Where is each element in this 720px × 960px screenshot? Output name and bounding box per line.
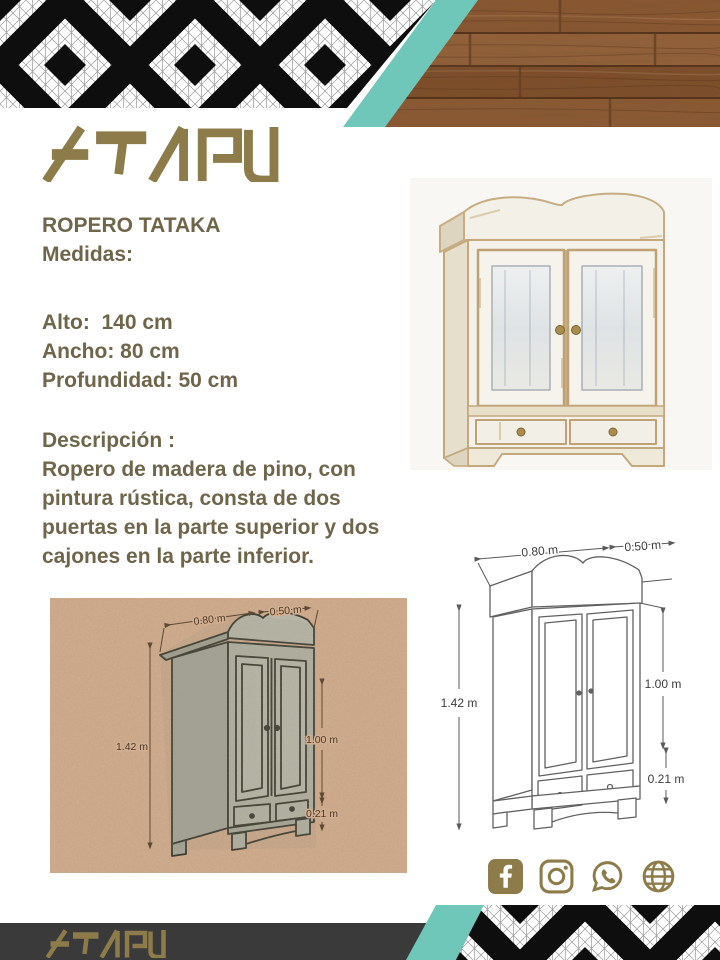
- description-line: puertas en la parte superior y dos: [42, 516, 380, 539]
- sketch-dim-height: 1.42 m: [115, 741, 149, 753]
- facebook-icon[interactable]: [487, 858, 524, 895]
- size-line-depth: Profundidad: 50 cm: [42, 369, 239, 392]
- line-dim-height: 1.42 m: [440, 696, 478, 710]
- header-art: [0, 0, 720, 130]
- size-line-width: Ancho: 80 cm: [42, 340, 180, 363]
- line-diagram-panel: [435, 538, 715, 840]
- footer-brand-logo: [42, 929, 168, 958]
- wardrobe-photo-illustration: [410, 178, 712, 470]
- photo-feet: [468, 448, 664, 466]
- line-crown: [532, 555, 642, 607]
- photo-mid-rail: [468, 406, 664, 416]
- brand-logo: [36, 125, 282, 182]
- social-icon-row: [487, 858, 677, 895]
- logo-letter-p: [202, 133, 237, 181]
- photo-drawer-knob: [517, 428, 525, 436]
- sketch-dim-door-height: 1.00 m: [305, 734, 339, 746]
- logo-letter-u: [248, 127, 274, 180]
- line-dim-drawer-height: 0.21 m: [647, 772, 685, 786]
- photo-door-right-panel: [582, 266, 642, 390]
- line-dim-width: 0.80 m: [520, 542, 559, 560]
- tribal-pattern-footer: [456, 905, 720, 960]
- photo-door-left-panel: [492, 266, 550, 390]
- photo-door-knob: [556, 326, 565, 335]
- line-foot: [534, 808, 552, 829]
- line-knob: [589, 689, 593, 693]
- measures-heading: Medidas:: [42, 243, 134, 266]
- line-foot: [618, 798, 636, 819]
- instagram-icon[interactable]: [538, 858, 575, 895]
- line-knob: [577, 691, 581, 695]
- description-line: Ropero de madera de pino, con: [42, 458, 356, 481]
- size-line-height: Alto: 140 cm: [42, 311, 173, 334]
- product-info: [42, 211, 422, 571]
- website-globe-icon[interactable]: [640, 858, 677, 895]
- line-dim-depth: 0.50 m: [623, 538, 662, 555]
- photo-drawer-knob: [609, 428, 617, 436]
- photo-body-side: [444, 240, 468, 458]
- whatsapp-icon[interactable]: [589, 858, 626, 895]
- photo-door-knob: [572, 326, 581, 335]
- sketch-dim-depth: 0.50 m: [269, 603, 303, 619]
- line-diagram: [435, 538, 715, 840]
- line-foot-side: [493, 812, 507, 828]
- product-title: ROPERO TATAKA: [42, 214, 221, 237]
- line-dim-door-height: 1.00 m: [644, 677, 682, 691]
- line-body-side: [493, 609, 532, 801]
- description-line: pintura rústica, consta de dos: [42, 487, 341, 510]
- sketch-dim-width: 0.80 m: [192, 612, 227, 628]
- sketch-diagram: [50, 598, 407, 873]
- description-line: cajones en la parte inferior.: [42, 545, 314, 568]
- sketch-dim-drawer-height: 0.21 m: [305, 808, 339, 820]
- logo-letter-t-stem: [119, 144, 123, 174]
- line-door-right: [587, 610, 633, 769]
- product-photo: [410, 178, 712, 470]
- description-heading: Descripción :: [42, 429, 176, 452]
- photo-crown: [464, 194, 664, 240]
- logo-letter-a2: [152, 128, 182, 181]
- sketch-diagram-panel: [50, 598, 407, 873]
